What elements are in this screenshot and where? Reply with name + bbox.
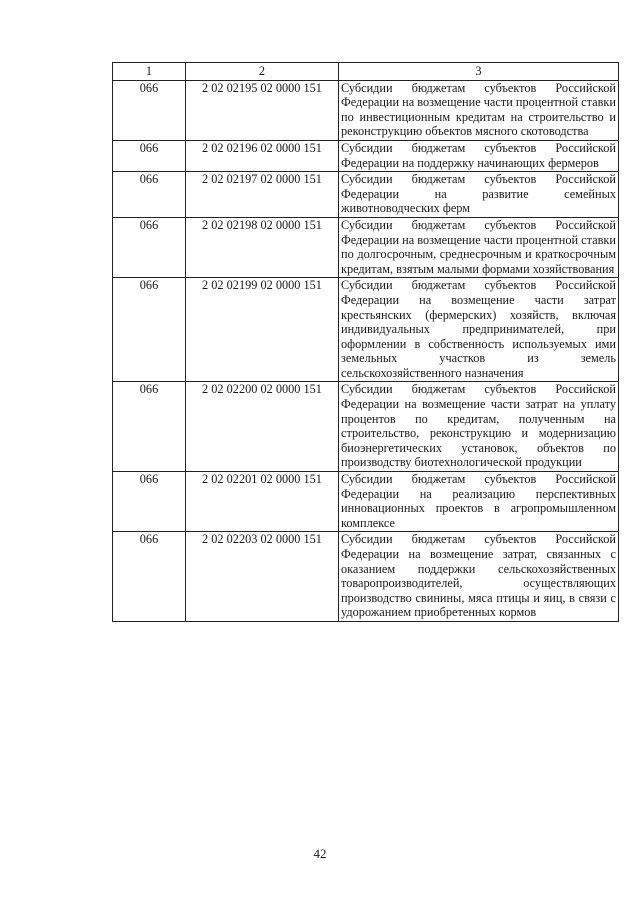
column-header-1: 1 [113,63,186,81]
column-header-3: 3 [339,63,619,81]
admin-code-cell: 066 [113,140,186,171]
revenue-code-cell: 2 02 02198 02 0000 151 [186,217,339,277]
admin-code-cell: 066 [113,172,186,218]
description-cell: Субсидии бюджетам субъектов Российской Федерации на поддержку начинающих фермеров [339,140,619,171]
table-row [113,472,619,532]
admin-code-cell: 066 [113,80,186,140]
table-row [113,532,619,622]
table-row [113,172,619,218]
admin-code-cell: 066 [113,278,186,382]
description-cell: Субсидии бюджетам субъектов Российской Федерации на возмещение затрат, связанных с оказанием поддержки сельскохозяйственных товаропроизводителей, осуществляющих производство свинины, мяса птицы и яиц, в связи с удорожанием приобретенных кормов [339,532,619,622]
table-row [113,80,619,140]
revenue-code-cell: 2 02 02201 02 0000 151 [186,472,339,532]
admin-code-cell: 066 [113,532,186,622]
table-row [113,278,619,382]
description-cell: Субсидии бюджетам субъектов Российской Федерации на возмещение части затрат крестьянских (фермерских) хозяйств, включая индивидуальных предпринимателей, при оформлении в собственность используемых ими земельных участков из земель сельскохозяйственного назначения [339,278,619,382]
description-cell: Субсидии бюджетам субъектов Российской Федерации на возмещение части затрат на уплату процентов по кредитам, полученным на строительство, реконструкцию и модернизацию биоэнергетических установок, объектов по производству биотехнологической продукции [339,382,619,472]
description-cell: Субсидии бюджетам субъектов Российской Федерации на реализацию перспективных инновационных проектов в агропромышленном комплексе [339,472,619,532]
table-header-row [113,63,619,81]
description-cell: Субсидии бюджетам субъектов Российской Федерации на развитие семейных животноводческих ферм [339,172,619,218]
description-cell: Субсидии бюджетам субъектов Российской Федерации на возмещение части процентной ставки по инвестиционным кредитам на строительство и реконструкцию объектов мясного скотоводства [339,80,619,140]
admin-code-cell: 066 [113,382,186,472]
table-row [113,382,619,472]
revenue-code-cell: 2 02 02203 02 0000 151 [186,532,339,622]
revenue-code-cell: 2 02 02196 02 0000 151 [186,140,339,171]
revenue-code-cell: 2 02 02200 02 0000 151 [186,382,339,472]
table-row [113,140,619,171]
description-cell: Субсидии бюджетам субъектов Российской Федерации на возмещение части процентной ставки по долгосрочным, среднесрочным и краткосрочным кредитам, взятым малыми формами хозяйствования [339,217,619,277]
revenue-code-cell: 2 02 02195 02 0000 151 [186,80,339,140]
table-row [113,217,619,277]
admin-code-cell: 066 [113,472,186,532]
admin-code-cell: 066 [113,217,186,277]
page-number: 42 [313,846,327,861]
revenue-code-cell: 2 02 02197 02 0000 151 [186,172,339,218]
budget-classification-table [112,62,619,622]
column-header-2: 2 [186,63,339,81]
revenue-code-cell: 2 02 02199 02 0000 151 [186,278,339,382]
